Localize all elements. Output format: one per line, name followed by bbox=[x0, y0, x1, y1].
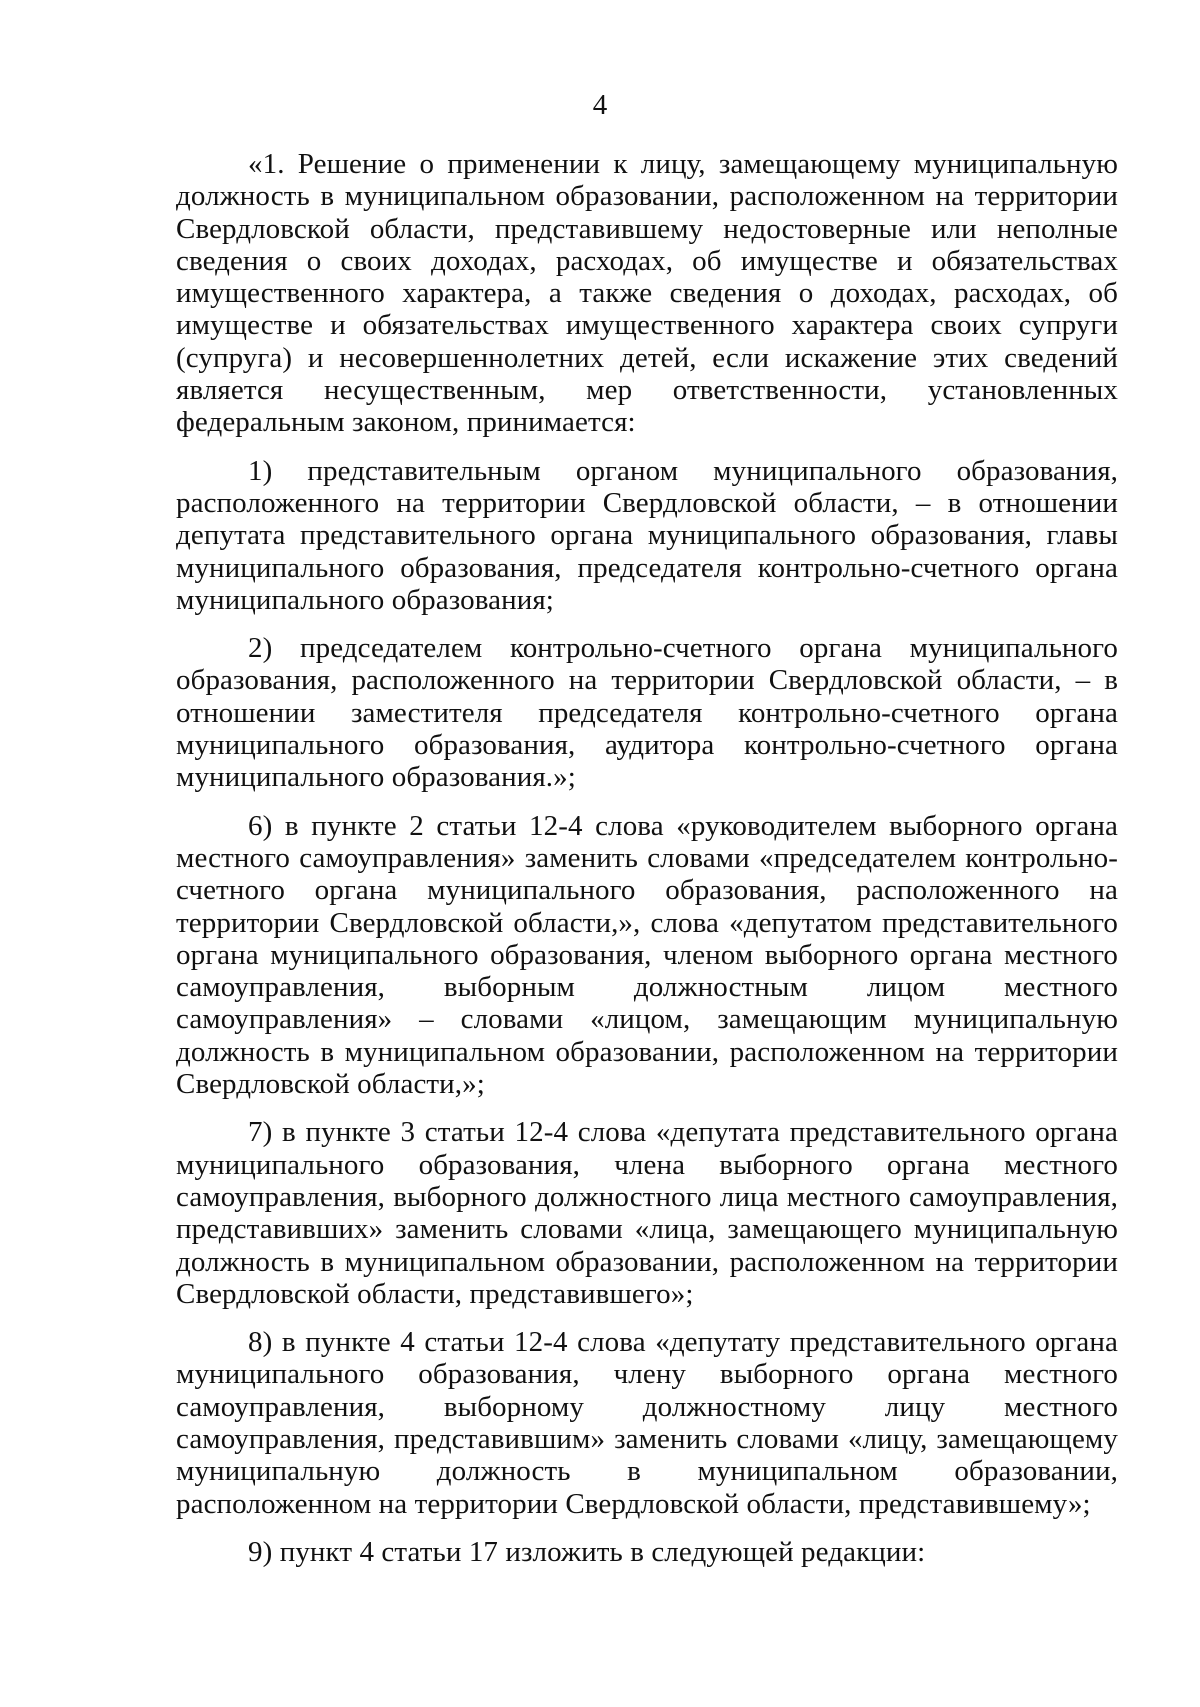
page-number: 4 bbox=[592, 89, 608, 121]
paragraph-subitem-2: 2) председателем контрольно-счетного органа муниципального образования, расположенного на территории Свердловской области, – в отношении заместителя председателя контрольно-счетного органа муниципального образования, аудитора контрольно-счетного органа муниципального образования.»; bbox=[176, 632, 1118, 794]
paragraph-amendment-8: 8) в пункте 4 статьи 12-4 слова «депутату представительного органа муниципального образования, члену выборного органа местного самоуправления, выборному должностному лицу местного самоуправления, представившим» заменить словами «лицу, замещающему муниципальную должность в муниципальном образовании, расположенном на территории Свердловской области, представившему»; bbox=[176, 1326, 1118, 1520]
document-body bbox=[176, 148, 1118, 1568]
paragraph-amendment-6: 6) в пункте 2 статьи 12-4 слова «руководителем выборного органа местного самоуправления» заменить словами «председателем контрольно-счетного органа муниципального образования, расположенного на территории Свердловской области,», слова «депутатом представительного органа муниципального образования, членом выборного органа местного самоуправления, выборным должностным лицом местного самоуправления» – словами «лицом, замещающим муниципальную должность в муниципальном образовании, расположенном на территории Свердловской области,»; bbox=[176, 809, 1118, 1101]
paragraph-amendment-7: 7) в пункте 3 статьи 12-4 слова «депутата представительного органа муниципального образования, члена выборного органа местного самоуправления, выборного должностного лица местного самоуправления, представивших» заменить словами «лица, замещающего муниципальную должность в муниципальном образовании, расположенном на территории Свердловской области, представившего»; bbox=[176, 1116, 1118, 1310]
paragraph-decision-clause: «1. Решение о применении к лицу, замещающему муниципальную должность в муниципальном образовании, расположенном на территории Свердловской области, представившему недостоверные или неполные сведения о своих доходах, расходах, об имуществе и обязательствах имущественного характера, а также сведения о доходах, расходах, об имуществе и обязательствах имущественного характера своих супруги (супруга) и несовершеннолетних детей, если искажение этих сведений является несущественным, мер ответственности, установленных федеральным законом, принимается: bbox=[176, 148, 1118, 439]
paragraph-subitem-1: 1) представительным органом муниципального образования, расположенного на территории Свердловской области, – в отношении депутата представительного органа муниципального образования, главы муниципального образования, председателя контрольно-счетного органа муниципального образования; bbox=[176, 454, 1118, 616]
paragraph-amendment-9: 9) пункт 4 статьи 17 изложить в следующей редакции: bbox=[248, 1535, 926, 1568]
